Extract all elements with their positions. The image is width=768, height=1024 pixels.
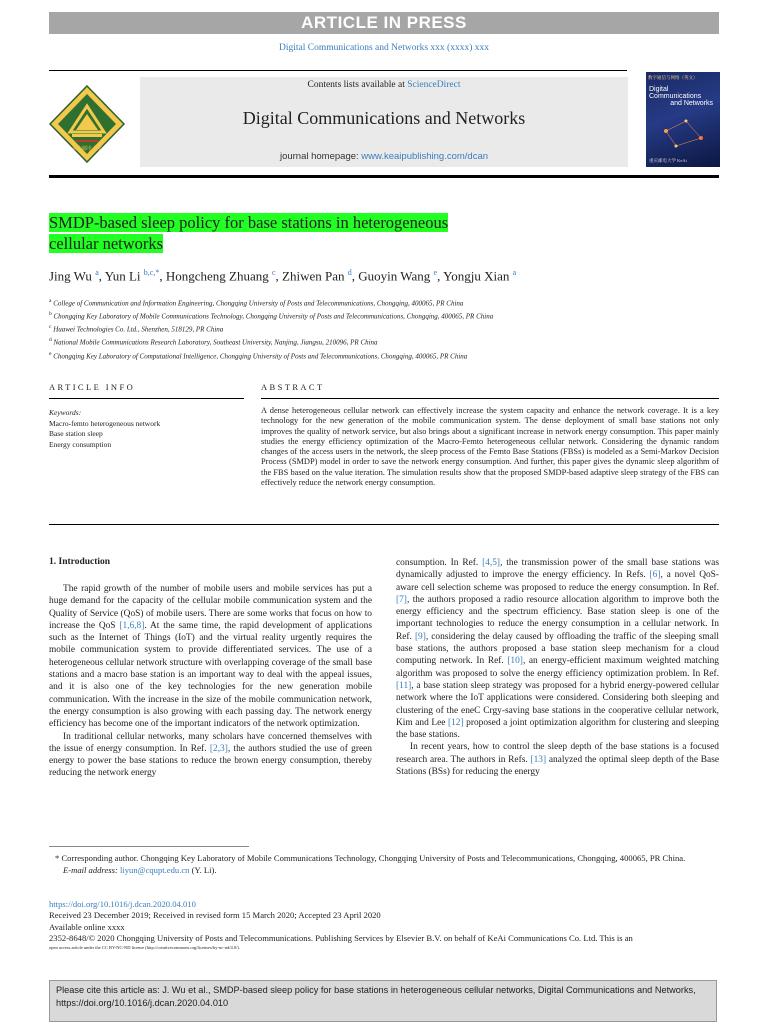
license-line[interactable]: open access article under the CC BY-NC-ND license (http://creativecommons.org/licenses/by-nc-nd/4.0/).: [49, 945, 240, 951]
ref-link[interactable]: [13]: [530, 754, 547, 765]
introduction-heading: 1. Introduction: [49, 557, 111, 567]
author-4: Zhiwen Pan: [282, 268, 345, 284]
affiliation-b: [49, 309, 729, 322]
ref-link[interactable]: [9]: [414, 631, 426, 642]
abstract-rule: [261, 398, 719, 399]
right-p1-text-h: proposed a joint optimization algorithm for clustering and sleeping the base stations.: [396, 717, 719, 741]
email-line: [49, 865, 719, 877]
ref-link[interactable]: [10]: [507, 656, 523, 667]
affiliation-c-text: Huawei Technologies Co. Ltd., Shenzhen, 518129, PR China: [53, 325, 224, 334]
affiliation-c: [49, 322, 729, 335]
cover-network-graphic-icon: [646, 106, 720, 156]
journal-homepage-line: [140, 151, 628, 162]
keywords-block: [49, 408, 244, 450]
sciencedirect-link[interactable]: ScienceDirect: [407, 80, 461, 90]
cover-name-line-1: Digital Communications: [649, 86, 702, 100]
journal-cover-image: [646, 72, 720, 167]
author-2-affil[interactable]: b,c,*: [143, 268, 160, 277]
footnote-rule: [49, 846, 249, 847]
left-p2-text-a: In traditional cellular networks, many scholars have concerned themselves with the issue of energy consumption. In Ref.: [49, 731, 372, 754]
cover-bottom-text: 重庆邮电大学 KeAi: [649, 158, 687, 163]
available-online: Available online xxxx: [49, 921, 125, 932]
affiliation-d: [49, 335, 729, 348]
left-p1-text-b: . At the same time, the rapid development of applications such as the Internet of Things (IoT) and the virtual reality urgently requires the mobile communication system to provide differentiated services. The use of a heterogeneous cellular network structure with overlapping coverage of the small base stations and a macro base station is an important way to deal with the appeal issues, and it is also one of the key technologies for the new generation mobile communication. With the increase in the size of the mobile communication network, the energy consumption is also growing with each passing day. The network energy efficiency has become one of the important indicators of the network optimization.: [49, 620, 372, 730]
author-6-affil[interactable]: a: [512, 268, 517, 277]
affiliation-a-sup: a: [49, 298, 52, 304]
affiliation-d-sup: d: [49, 337, 52, 344]
affiliation-e-text: Chongqing Key Laboratory of Computational Intelligence, Chongqing University of Posts and Telecommunications, Chongqing, 400065, PR China: [53, 351, 468, 360]
contents-prefix: Contents lists available at: [307, 80, 405, 90]
affiliation-d-text: National Mobile Communications Research Laboratory, Southeast University, Nanjing, Jiangsu, 210096, PR China: [53, 338, 378, 347]
ref-link[interactable]: [2,3]: [209, 743, 228, 754]
left-column: [49, 583, 372, 780]
corresponding-author-note: * Corresponding author. Chongqing Key Laboratory of Mobile Communications Technology, Chongqing University of Posts and Telecommunications, Chongqing, 400065, PR China.: [55, 853, 686, 863]
affiliation-a-text: College of Communication and Information Engineering, Chongqing University of Posts and Telecommunications, Chongqing, 400065, PR China: [53, 299, 464, 308]
author-5-affil[interactable]: e: [433, 268, 438, 277]
paper-title: [49, 212, 519, 254]
author-2: Yun Li: [104, 268, 141, 284]
article-metadata: [49, 899, 729, 952]
keyword-2: Base station sleep: [49, 429, 103, 438]
article-in-press-banner: ARTICLE IN PRESS: [49, 12, 719, 34]
homepage-prefix: journal homepage:: [279, 151, 359, 162]
right-column: [396, 557, 719, 778]
left-paragraph-2: [49, 731, 372, 780]
left-p1-text-a: The rapid growth of the number of mobile users and mobile services has put a huge demand for the capacity of the cellular mobile communication system and the Quality of Service (QoS) of mobile users. There are some works that focus on how to increase the QoS: [49, 584, 372, 631]
affiliation-c-sup: c: [49, 324, 52, 331]
article-info-rule: [49, 398, 244, 399]
cover-journal-name: [649, 86, 719, 107]
author-4-affil[interactable]: d: [347, 268, 352, 277]
affiliation-a: [49, 296, 729, 309]
paper-title-line-1: SMDP-based sleep policy for base stations in heterogeneous: [49, 213, 449, 232]
keywords-label: Keywords:: [49, 408, 82, 417]
ref-link[interactable]: [4,5]: [482, 558, 501, 568]
email-suffix: (Y. Li).: [191, 864, 217, 875]
university-logo-icon: [48, 84, 126, 164]
cover-name-line-2: and Networks: [670, 100, 713, 107]
right-paragraph-1: [396, 557, 719, 741]
affiliation-e-sup: e: [49, 350, 52, 357]
right-p2-text-b: analyzed the optimal sleep depth of the Base Stations (BSs) for reducing the energy: [396, 754, 719, 778]
author-1: Jing Wu: [49, 268, 92, 284]
right-p2-text-a: In recent years, how to control the sleep depth of the base stations is a focused research area. The authors in Refs.: [396, 742, 719, 765]
header-bottom-rule: [49, 175, 719, 178]
author-5: Guoyin Wang: [358, 268, 431, 284]
ref-link[interactable]: [6]: [649, 570, 661, 581]
journal-citation-line[interactable]: Digital Communications and Networks xxx (xxxx) xxx: [278, 43, 490, 53]
abstract-heading: ABSTRACT: [261, 382, 325, 392]
copyright-line: 2352-8648/© 2020 Chongqing University of Posts and Telecommunications. Publishing Services by Elsevier B.V. on behalf of KeAi Communications Co. Ltd. This is an: [49, 932, 633, 943]
cover-top-text: 数字通信与网络（英文）: [648, 75, 698, 80]
affiliation-b-sup: b: [49, 311, 52, 318]
email-link[interactable]: liyun@cqupt.edu.cn: [119, 864, 190, 875]
author-3: Hongcheng Zhuang: [165, 268, 269, 284]
logo-caption: 重庆邮电大学: [71, 146, 103, 152]
affiliation-b-text: Chongqing Key Laboratory of Mobile Communications Technology, Chongqing University of Posts and Telecommunications, Chongqing, 400065, PR China: [53, 312, 494, 321]
ref-link[interactable]: [12]: [447, 717, 464, 728]
ref-link[interactable]: [7]: [396, 594, 407, 605]
cite-this-article-box: Please cite this article as: J. Wu et al., SMDP-based sleep policy for base stations in heterogeneous cellular networks, Digital Communications and Networks, https://doi.org/10.1016/j.dcan.2020.04.010: [49, 980, 717, 1022]
paper-title-line-2: cellular networks: [49, 234, 164, 253]
right-p1-text-f: , an energy-efficient maximum weighted matching algorithm was proposed to solve the energy efficiency optimization problem. In Ref.: [396, 656, 719, 679]
keyword-1: Macro-femto heterogeneous network: [49, 418, 161, 428]
right-p1-text-d: , the authors proposed a radio resource allocation algorithm to improve both the energy efficiency and the spectrum efficiency. Base station sleep is one of the important technologies to reduce the energy consumption in a cellular network. In Ref.: [396, 594, 719, 642]
affiliations: [49, 296, 729, 362]
keyword-3: Energy consumption: [49, 439, 112, 449]
ref-link[interactable]: [1,6,8]: [119, 620, 145, 631]
ref-link[interactable]: [11]: [396, 680, 412, 691]
doi-link[interactable]: https://doi.org/10.1016/j.dcan.2020.04.010: [49, 899, 196, 909]
right-p1-text-c: , a novel QoS-aware cell selection scheme was proposed to reduce the energy consumption. In Ref.: [396, 570, 719, 593]
affiliation-e: [49, 349, 729, 362]
header-top-rule: [49, 70, 627, 71]
abstract-bottom-rule: [49, 524, 719, 525]
left-p2-text-b: , the authors studied the use of green energy to power the base stations to reduce the brown energy consumption, thereby reducing the network energy: [49, 743, 372, 779]
journal-title: Digital Communications and Networks: [242, 108, 526, 128]
right-p1-text-a: consumption. In Ref.: [396, 558, 483, 568]
contents-line: [140, 80, 628, 90]
footnote: [49, 853, 719, 876]
author-6: Yongju Xian: [443, 268, 510, 284]
article-info-heading: ARTICLE INFO: [49, 382, 136, 392]
right-p1-text-b: , the transmission power of the small base stations was dynamically adjusted to improve the energy efficiency. In Refs.: [396, 558, 719, 581]
received-dates: Received 23 December 2019; Received in revised form 15 March 2020; Accepted 23 April 2020: [49, 910, 381, 921]
email-label: E-mail address:: [63, 864, 118, 875]
left-paragraph-1: [49, 583, 372, 731]
right-p1-text-e: , considering the delay caused by offloading the traffic of the sleeping small base stations, the authors proposed a base station sleep mechanism for a cloud computing network. In Ref.: [396, 631, 719, 667]
right-paragraph-2: [396, 741, 719, 778]
author-3-affil[interactable]: c: [271, 268, 276, 277]
author-list: Jing Wu $^a$, Yun Li $^{b,c,*}$, Hongcheng Zhuang $^c$, Zhiwen Pan $^d$, Guoyin Wang $^e$, Yongju Xian $^a$: [49, 268, 517, 284]
author-1-affil[interactable]: a: [95, 268, 99, 277]
homepage-link[interactable]: www.keaipublishing.com/dcan: [361, 151, 489, 162]
abstract-text: A dense heterogeneous cellular network can effectively increase the system capacity and enhance the network coverage. It is a key technology for the new generation of the mobile communication system. The dense deployment of small base stations not only improves the quality of network service, but also brings about a significant increase in network energy consumption. This paper mainly studies the energy efficiency optimization of the Macro-Femto heterogeneous cellular network. Considering the dynamic random changes of the access users in the network, the sleep process of the Femto Base Stations (FBSs) is modeled as a Semi-Markov Decision Process (SMDP) model in order to save the network energy consumption. And further, this paper gives the dynamic sleep algorithm of the FBS based on the value iteration. The simulation results show that the proposed SMDP-based adaptive sleep strategy of the FBS can effectively reduce the network energy consumption.: [261, 406, 719, 488]
right-p1-text-g: , a base station sleep strategy was proposed for a hybrid energy-powered cellular network where the IoT applications were considered. Considering both sleeping and clustering of the eneC Crgy-saving base stations in the cooperative cellular network, Kim and Lee: [396, 680, 719, 728]
